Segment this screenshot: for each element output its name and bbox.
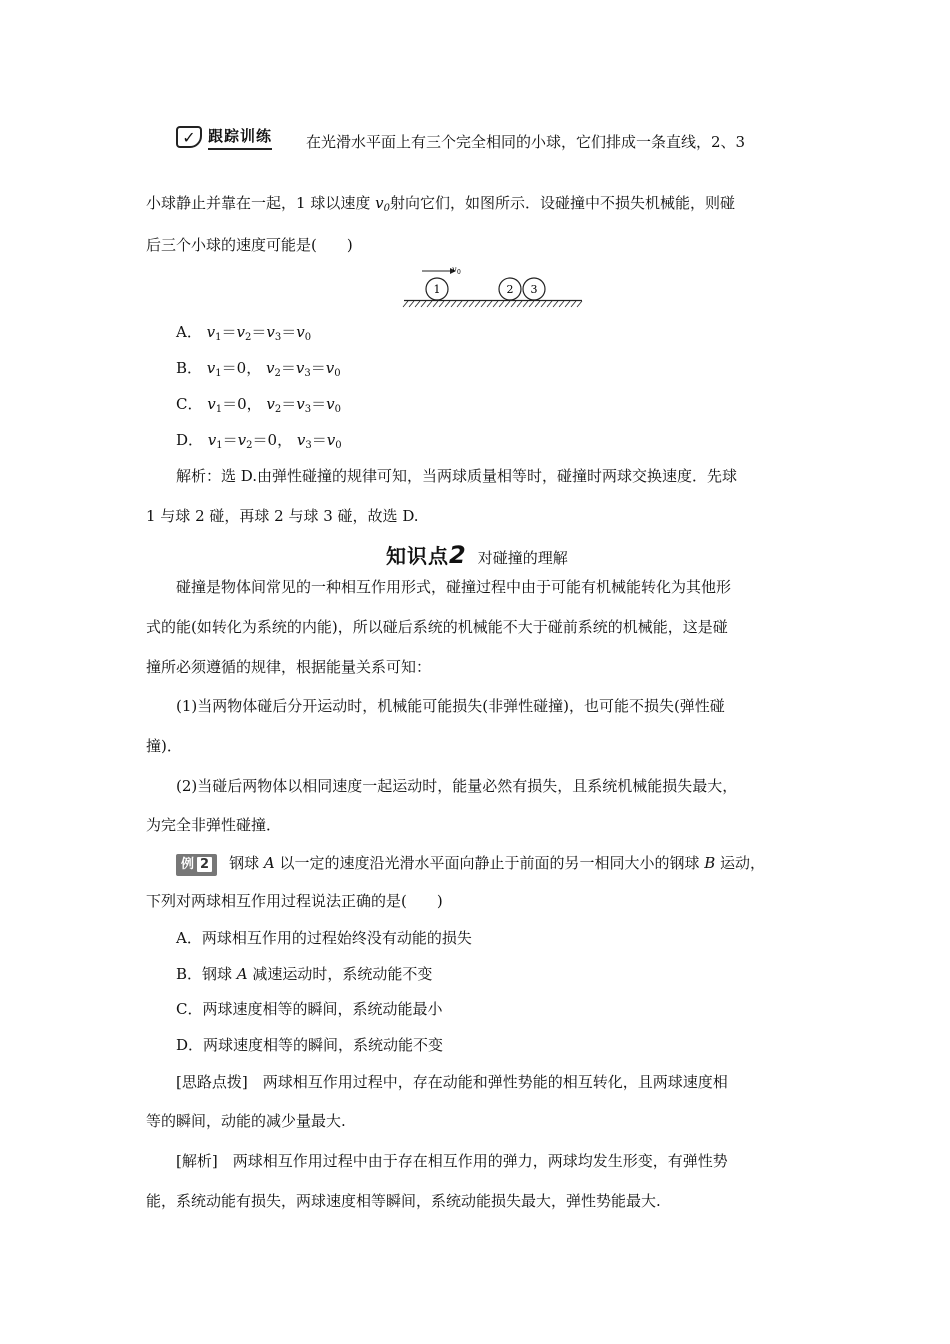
ball-1-label: 1 bbox=[433, 283, 441, 296]
analysis-line-2: 1 与球 2 碰，再球 2 与球 3 碰，故选 D. bbox=[146, 507, 419, 525]
knowledge-point-header bbox=[386, 540, 568, 569]
hint-line-1: [思路点拨] 两球相互作用过程中，存在动能和弹性势能的相互转化，且两球速度相 bbox=[176, 1073, 728, 1091]
tracking-label: 跟踪训练 bbox=[208, 125, 272, 150]
option-b: B． $v_1=0$， $v_2=v_3=v_0$ bbox=[176, 359, 341, 379]
body-p3-line-2: 为完全非弹性碰撞． bbox=[146, 816, 282, 834]
body-p1-line-3: 撞所必须遵循的规律，根据能量关系可知： bbox=[146, 658, 432, 676]
tracking-badge bbox=[176, 124, 272, 150]
option-d: D． $v_1=v_2=0$， $v_3=v_0$ bbox=[176, 431, 342, 451]
question-line-1: 在光滑水平面上有三个完全相同的小球，它们排成一条直线，2、3 bbox=[306, 133, 746, 151]
collision-figure bbox=[400, 266, 590, 318]
knowledge-point-title: 对碰撞的理解 bbox=[477, 549, 568, 567]
example-option-a: A．两球相互作用的过程始终没有动能的损失 bbox=[176, 929, 472, 947]
knowledge-point-head: 知识点 bbox=[386, 544, 449, 568]
question-line-2b: 射向它们，如图所示．设碰撞中不损失机械能，则碰 bbox=[389, 194, 735, 212]
option-c: C． $v_1=0$， $v_2=v_3=v_0$ bbox=[176, 395, 342, 415]
svg-text:0: 0 bbox=[457, 269, 461, 276]
example-option-d: D．两球速度相等的瞬间，系统动能不变 bbox=[176, 1036, 444, 1054]
ground-hatching bbox=[403, 301, 582, 307]
question-line-2 bbox=[146, 193, 816, 213]
ball-2-label: 2 bbox=[506, 283, 514, 296]
knowledge-point-number: 2 bbox=[449, 541, 466, 569]
body-p2-line-1: (1)当两物体碰后分开运动时，机械能可能损失(非弹性碰撞)，也可能不损失(弹性碰 bbox=[176, 697, 725, 715]
analysis-line-1: 解析：选 D.由弹性碰撞的规律可知，当两球质量相等时，碰撞时两球交换速度．先球 bbox=[176, 467, 738, 485]
option-a: A． $v_1=v_2=v_3=v_0$ bbox=[176, 323, 312, 343]
question-line-3: 后三个小球的速度可能是( ) bbox=[146, 236, 353, 254]
hint-line-2: 等的瞬间，动能的减少量最大. bbox=[146, 1112, 346, 1130]
body-p1-line-2: 式的能(如转化为系统的内能)，所以碰后系统的机械能不大于碰前系统的机械能，这是碰 bbox=[146, 618, 728, 636]
example-line-1: 例 2 钢球 A 以一定的速度沿光滑水平面向静止于前面的另一相同大小的钢球 B 运动， bbox=[176, 853, 826, 876]
solution-line-1: [解析] 两球相互作用过程中由于存在相互作用的弹力，两球均发生形变，有弹性势 bbox=[176, 1152, 728, 1170]
ball-3-label: 3 bbox=[530, 283, 538, 296]
example-badge: 例 2 bbox=[176, 854, 217, 876]
body-p1-line-1: 碰撞是物体间常见的一种相互作用形式，碰撞过程中由于可能有机械能转化为其他形 bbox=[176, 578, 732, 596]
v0-symbol: $v_0$ bbox=[375, 194, 390, 214]
solution-line-2: 能，系统动能有损失，两球速度相等瞬间，系统动能损失最大，弹性势能最大. bbox=[146, 1192, 661, 1210]
check-icon: ✓ bbox=[176, 126, 202, 148]
body-p3-line-1: (2)当碰后两物体以相同速度一起运动时，能量必然有损失，且系统机械能损失最大， bbox=[176, 777, 738, 795]
question-line-2a: 小球静止并靠在一起，1 球以速度 bbox=[146, 194, 376, 212]
example-option-c: C．两球速度相等的瞬间，系统动能最小 bbox=[176, 1000, 443, 1018]
velocity-label: v bbox=[452, 266, 457, 274]
example-option-b: B．钢球 A 减速运动时，系统动能不变 bbox=[176, 965, 433, 983]
body-p2-line-2: 撞)． bbox=[146, 737, 182, 755]
example-line-2: 下列对两球相互作用过程说法正确的是( ) bbox=[146, 892, 443, 910]
